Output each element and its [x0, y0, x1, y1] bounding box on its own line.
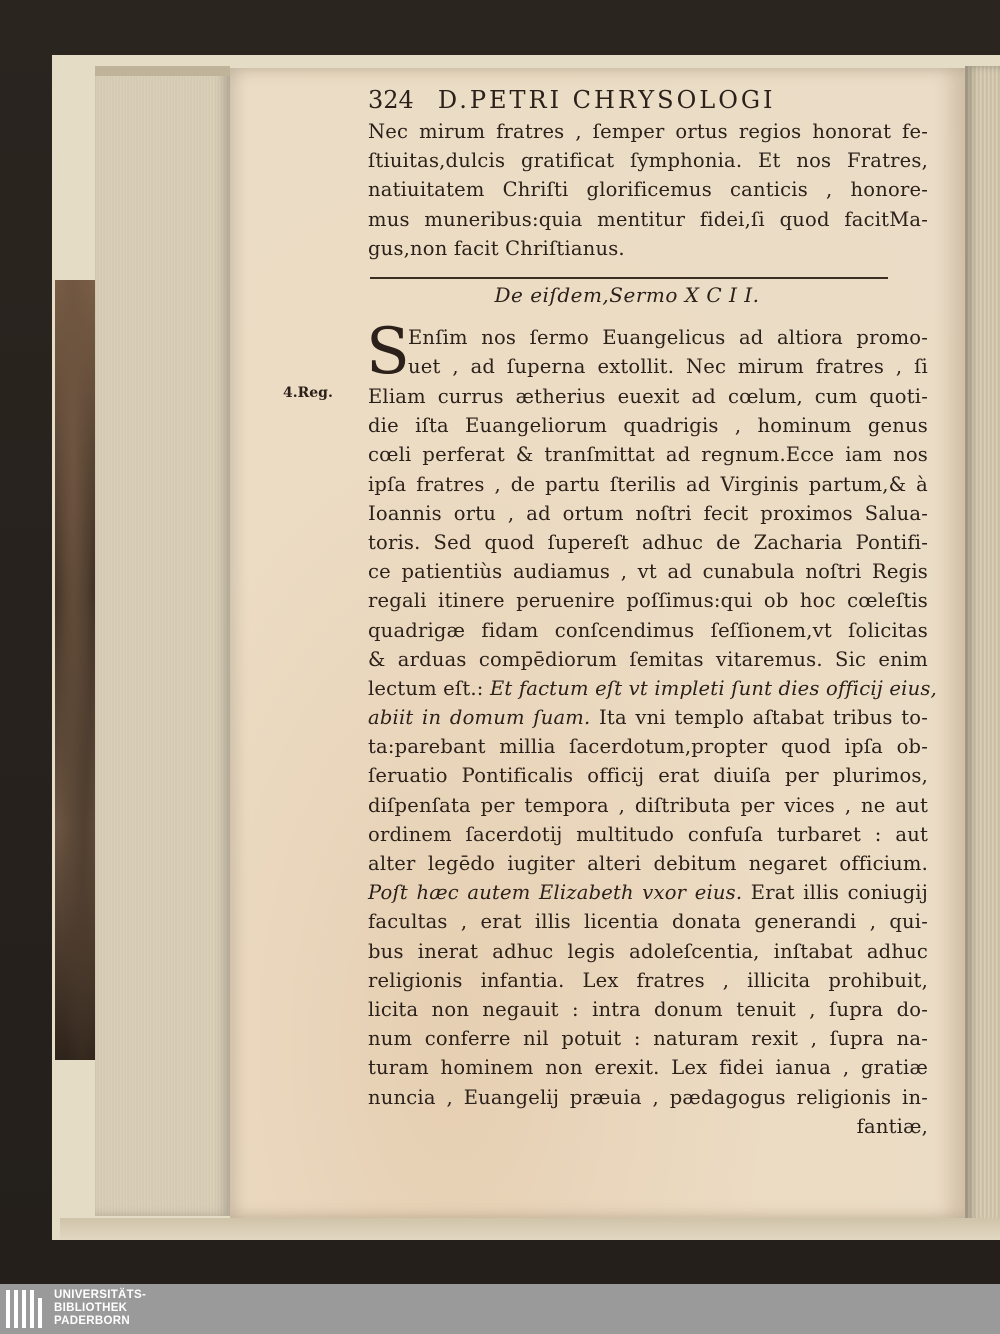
text-line: diſpenſata per tempora , diſtributa per vices , ne aut: [368, 793, 928, 817]
logo-line: BIBLIOTHEK: [54, 1302, 128, 1314]
text-line: ipſa fratres , de partu ſterilis ad Virginis partum,& à: [368, 472, 928, 496]
text-line: [368, 878, 928, 907]
text-line: uet , ad ſuperna extollit. Nec mirum fratres , ſi: [408, 355, 928, 379]
page-edges-right: [965, 66, 1000, 1226]
running-header: [368, 86, 868, 114]
logo-line: UNIVERSITÄTS-: [54, 1289, 147, 1301]
page-number: 324: [368, 86, 414, 114]
text-line: toris. Sed quod ſupereſt adhuc de Zacharia Pontifi-: [368, 530, 928, 554]
text-line: Ioannis ortu , ad ortum noſtri fecit proximos Salua-: [368, 501, 928, 525]
text-line: regali itinere peruenire poſſimus:qui ob hoc cœleſtis: [368, 589, 928, 613]
section-rule: [370, 277, 888, 279]
text-line: [368, 703, 928, 732]
text-line: bus inerat adhuc legis adoleſcentia, inſtabat adhuc: [368, 939, 928, 963]
text-italic: abiit in domum ſuam.: [368, 706, 591, 730]
catchword: fantiæ,: [856, 1114, 928, 1138]
text-line: quadrigæ fidam conſcendimus ſeſſionem,vt ſolicitas: [368, 618, 928, 642]
text-line: natiuitatem Chriſti glorificemus canticis , honore-: [368, 178, 928, 202]
text-line: mus muneribus:quia mentitur fidei,ſi quod facitMa-: [368, 207, 928, 231]
running-title: D.PETRI CHRYSOLOGI: [437, 86, 776, 114]
text-line: nuncia , Euangelij præuia , pædagogus religionis in-: [368, 1085, 928, 1109]
text-roman: Erat illis coniugij: [742, 881, 928, 905]
text-line: religionis infantia. Lex fratres , illicita prohibuit,: [368, 968, 928, 992]
text-line: & arduas compēdiorum ſemitas vitaremus. Sic enim: [368, 647, 928, 671]
text-line: ſeruatio Pontificalis officij erat diuiſa per plurimos,: [368, 764, 928, 788]
text-line: [368, 674, 937, 703]
text-line: ordinem ſacerdotij multitudo confuſa turbaret : aut: [368, 822, 928, 846]
text-line: ce patientiùs audiamus , vt ad cunabula noſtri Regis: [368, 560, 928, 584]
text-line: turam hominem non erexit. Lex fidei ianua , gratiæ: [368, 1056, 928, 1080]
text-roman: lectum eſt.:: [368, 676, 490, 700]
text-line: gus,non facit Chriſtianus.: [368, 236, 625, 260]
text-line: ſtiuitas,dulcis gratificat ſymphonia. Et nos Fratres,: [368, 149, 928, 173]
page-edges-left: [95, 66, 230, 1216]
book-cover-bottom: [60, 1218, 1000, 1240]
sermon-body: [368, 382, 937, 1141]
library-logo-text: [54, 1289, 146, 1328]
logo-line: PADERBORN: [54, 1315, 130, 1327]
text-line: num conferre nil potuit : naturam rexit , ſupra na-: [368, 1027, 928, 1051]
intro-paragraph: [368, 117, 928, 263]
margin-note: 4.Reg.: [283, 385, 333, 401]
text-line: Enſim nos ſermo Euangelicus ad altiora promo-: [408, 326, 928, 349]
text-line: cœli perferat & tranſmittat ad regnum.Ecce iam nos: [368, 443, 928, 467]
text-italic: Poſt hæc autem Elizabeth vxor eius.: [368, 881, 743, 905]
text-line: die iſta Euangeliorum quadrigis , hominum genus: [368, 414, 928, 438]
library-logo-icon: [6, 1290, 46, 1328]
text-line: facultas , erat illis licentia donata generandi , qui-: [368, 910, 928, 934]
page-edges-top: [95, 66, 230, 76]
text-italic: Et factum eſt vt impleti ſunt dies officij eius,: [489, 676, 937, 700]
text-roman: Ita vni templo aſtabat tribus to-: [590, 706, 928, 730]
drop-cap: S: [366, 315, 410, 389]
text-line: ta:parebant millia ſacerdotum,propter quod ipſa ob-: [368, 735, 928, 759]
library-footer: [0, 1284, 1000, 1334]
sermon-title: De eiſdem,Sermo X C I I.: [494, 283, 760, 307]
text-line: Eliam currus ætherius euexit ad cœlum, cum quoti-: [368, 385, 928, 408]
text-line: alter legēdo iugiter alteri debitum negaret officium.: [368, 852, 928, 875]
text-line: licita non negauit : intra donum tenuit , ſupra do-: [368, 997, 928, 1021]
text-line: Nec mirum fratres , ſemper ortus regios honorat fe-: [368, 120, 928, 143]
first-lines: [408, 323, 928, 381]
